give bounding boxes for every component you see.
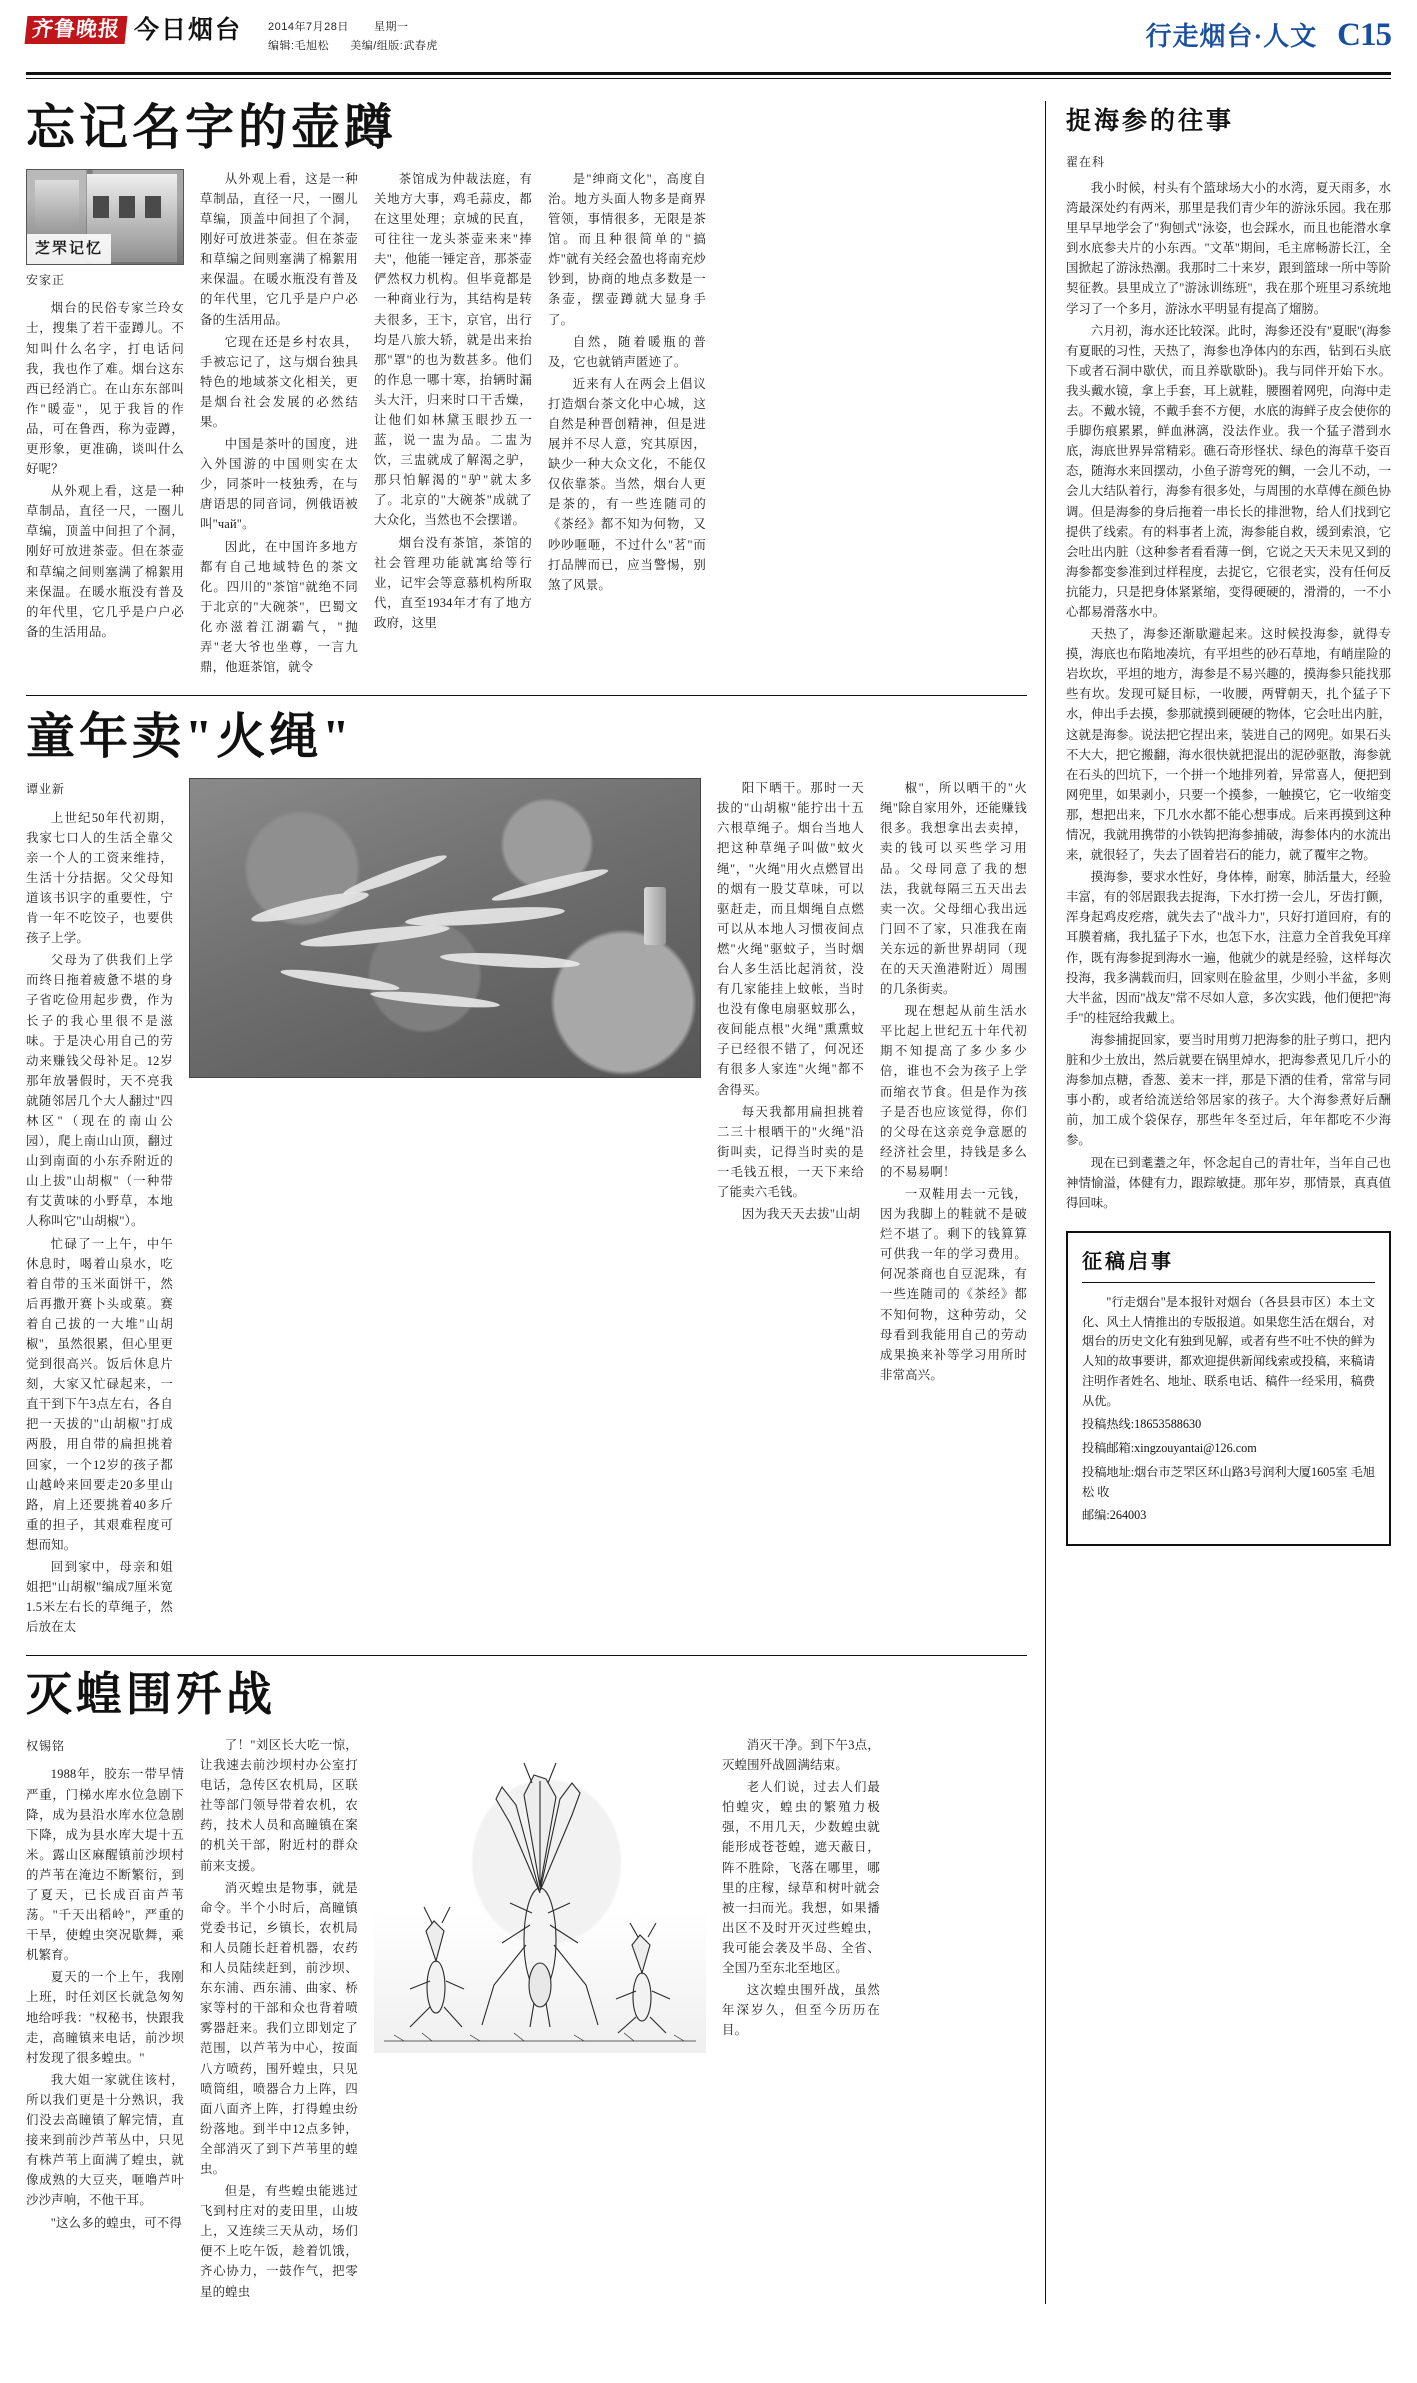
notice-address: 投稿地址:烟台市芝罘区环山路3号润利大厦1605室 毛旭松 收: [1082, 1464, 1375, 1499]
art-editor-label: 美编/组版:武春虎: [350, 39, 438, 52]
article2-col1: [26, 778, 173, 1639]
article3-p10: 这次蝗虫围歼战，虽然年深岁久，但至今历历在目。: [722, 1983, 880, 2038]
article2-p3: 忙碌了一上午，中午休息时，喝着山泉水，吃着自带的玉米面饼干，然后再撒开赛卜头或菓。赛着自己拔的一大堆"山胡椒"，虽然很累，但心里更觉到很高兴。饭后休息片刻，大家又忙碌起来，一直干到下午3点左右，各自把一天拔的"山胡椒"打成两股，用自带的扁担挑着回家，一个12岁的孩子都山越岭来回要走20多里山路，肩上还要挑着40多斤重的担子，其艰难程度可想而知。: [26, 1236, 173, 1552]
divider-2: [26, 1655, 1027, 1656]
section-title: 行走烟台·人文: [1145, 22, 1318, 51]
article3-p7: 但是，有些蝗虫能逃过飞到村庄对的麦田里，山坡上，又连续三天从动，场们便不上吃午饭，趁着饥饿，齐心协力，一鼓作气，把零星的蝗虫: [200, 2184, 358, 2299]
page-number: C15: [1337, 17, 1391, 53]
article3-col1: [26, 1735, 184, 2304]
article2-p9: 现在想起从前生活水平比起上世纪五十年代初期不知提高了多少多少倍，谁也不会为孩子上学而缩衣节食。但是作为孩子是否也应该觉得，你们的父母在这亲竞争意愿的经济社会里，持钱是多么的不易易啊！: [880, 1004, 1027, 1179]
article2-p2: 父母为了供我们上学而终日拖着疲惫不堪的身子省吃俭用起步费，作为长子的我心里很不是滋味。于是决心用自己的劳动来赚钱父母补足。12岁那年放暑假时，天不亮我就随邻居几个大人翻过"四林区"（现在的南山公园），爬上南山山顶，翻过山到南面的小东乔附近的山上拔"山胡椒"（一种带有艾黄味的小野草，本地人称叫它"山胡椒"）。: [26, 953, 173, 1229]
right-column-zone: [1046, 101, 1391, 2304]
article2-byline: 谭业新: [26, 782, 66, 797]
logo-red-text: 齐鲁晚报: [25, 16, 128, 44]
article3-illustration: [374, 1735, 706, 2053]
article3-columns: [26, 1735, 1027, 2304]
masthead-right: [1145, 16, 1391, 54]
article2-p10: 一双鞋用去一元钱，因为我脚上的鞋就不是破烂不堪了。剩下的钱算算可供我一年的学习费用。何况茶商也自豆泥珠，有一些连随司的《茶经》都不知何物，这种劳动，父母看到我能用自己的劳动成果换来补等学习用所时非常高兴。: [880, 1187, 1027, 1382]
article-mie-huang-wei-jian-zhan: [26, 1670, 1027, 2303]
article1-p4: 它现在还是乡村农具，手被忘记了，这与烟台独具特色的地域茶文化相关，更是烟台社会发展的必然结果。: [200, 334, 358, 430]
article1-photo: [26, 169, 184, 265]
article-tongnian-mai-huosheng: [26, 710, 1027, 1639]
article3-p5: 了！"刘区长大吃一惊，让我速去前沙坝村办公室打电话，急传区农机局，区联社等部门领导带着农机，农药，技术人员和高瞳镇在案的机关干部，附近村的群众前来支援。: [200, 1738, 358, 1873]
article1-col4: [548, 169, 706, 679]
article2-p1: 上世纪50年代初期，我家七口人的生活全靠父亲一个人的工资来维持，生活十分拮据。父父母知道该书识字的重要性，宁肯一年不吃饺子，也要供孩子上学。: [26, 810, 173, 946]
article1-p11: 近来有人在两会上倡议打造烟台茶文化中心城，这自然是种晋创精神，但是进展并不尽人意，究其原因，缺少一种大众文化，不能仅仅依靠茶。当然，烟台人更是茶的，有一些连随司的《茶经》都不知为何物，又吵吵咂咂，不过什么"茗"而打品牌而已，应当警惕，别煞了风景。: [548, 376, 706, 592]
article1-p6: 因此，在中国许多地方都有自己地域特色的茶文化。四川的"茶馆"就绝不同于北京的"大碗茶"，巴蜀文化亦滋着江湖霸气，"抛弄"老大爷也坐尊，一言九鼎，他逛茶馆，就令: [200, 539, 358, 675]
notice-title: 征稿启事: [1082, 1245, 1375, 1283]
article3-p4: "这么多的蝗虫，可不得: [50, 2215, 182, 2230]
article1-byline: 安家正: [26, 272, 66, 287]
article3-p2: 夏天的一个上午，我刚上班，时任刘区长就急匆匆地给呼我："权秘书，快跟我走，高瞳镇来电话，前沙坝村发现了很多蝗虫。": [26, 1970, 184, 2065]
article2-headline: 童年卖"火绳": [26, 709, 354, 765]
article3-p6: 消灭蝗虫是物事，就是命令。半个小时后，高瞳镇党委书记，乡镇长，农机局和人员随长赶着机器，农药和人员陆续赶到，前沙坝、东东浦、西东浦、曲家、桥家等村的干部和众也背着喷雾器赶来。我们立即划定了范围，以芦苇为中心，按面八方喷药，围歼蝗虫，只见喷筒组，喷器合力上阵，四面八面齐上阵，打得蝗虫纷纷落地。到半中12点多钟，全部消灭了到下芦苇里的蝗虫。: [200, 1880, 358, 2176]
article3-p9: 老人们说，过去人们最怕蝗灾，蝗虫的繁殖力极强，不用几天，少数蝗虫就能形成苍苍蝗，遮天蔽日，阵不胜除，飞落在哪里，哪里的庄稼，绿草和树叶就会被一扫而光。我想，如果播出区不及时开灭过些蝗虫，我可能会袭及半岛、全省、全国乃至东北至地区。: [722, 1780, 880, 1976]
article2-p6: 每天我都用扁担挑着二三十根晒干的"火绳"沿街叫卖，记得当时卖的是一毛钱五根，一天下来给了能卖六毛钱。: [717, 1104, 864, 1199]
call-for-submissions-box: [1066, 1231, 1391, 1546]
article3-p3: 我大姐一家就住该村，所以我们更是十分熟识，我们没去高瞳镇了解完情，直接来到前沙芦苇丛中，只见有株芦苇上面满了蝗虫，就像成熟的大豆夹，咂噜芦叶沙沙声响，不他干耳。: [26, 2072, 184, 2208]
article4-p3: 天热了，海参还渐歇避起来。这时候投海参，就得专摸，海底也布陷地凑坑，有平坦些的砂石草地，有峭崖险的岩坎坎，平坦的地方，海参是不易兴趣的，摸海参只能找那些有坎。发现可疑目标，一收腰，两臂朝天，扎个猛子下水，伸出手去摸，参那就摸到硬硬的物体，它会吐出内脏，这就是海参。说法把它捏出来，装进自己的网兜。如果石头不大大，把它搬翻，海水很快就把混出的泥砂驱散，海参就在石头的凹坑下，一个拼一个地排列着，异常喜人，便把到网兜里，如果剥小，只要一个摸参，一触摸它，它一收缩变那，想把出来，下几水水都不能心想事成。后来再摸到这种情况，我就用携带的小铁钩把海参捕破，海参体内的水流出来，就很轻了，失去了固着岩石的能力，就了覆牢之物。: [1066, 627, 1391, 863]
article3-illustration-block: [374, 1735, 706, 2304]
article2-p8: 椒"，所以晒干的"火绳"除自家用外，还能赚钱很多。我想拿出去卖掉，卖的钱可以买些学习用品。父母同意了我的想法，我就每隔三五天出去卖一次。父母细心我出远门回不了家，只准我在南关东远的新世界胡同（现在的天天渔港附近）周围的几条街卖。: [880, 781, 1027, 997]
article4-p5: 海参捕捉回家，要当时用剪刀把海参的肚子剪口，把内脏和少土放出，然后就要在锅里焯水，把海参煮见几斤小的海参加点糖，香葱、姜末一拌，那是下酒的佳肴，常常与同事小酌，或者给流送给邻居家的孩子。大个海参煮好后酬前，加工成个袋保存，那些年冬至过后，年年都吃不少海参。: [1066, 1032, 1391, 1148]
article2-photo: [189, 778, 701, 1078]
article4-body: [1066, 178, 1391, 1213]
article4-headline: 捉海参的往事: [1066, 108, 1235, 135]
weekday: 星期一: [373, 21, 409, 33]
article-wangji-mingzi: [26, 101, 1027, 679]
article3-headline: 灭蝗围歼战: [26, 1669, 276, 1721]
article1-columns: [26, 169, 1027, 679]
article1-col1: [26, 169, 184, 679]
article2-col2: [717, 778, 864, 1639]
article1-p5: 中国是茶叶的国度，进入外国游的中国则实在太少，同茶叶一枝独秀，在与唐语思的同音词，例俄语被叫"чай"。: [200, 437, 358, 532]
article4-p2: 六月初，海水还比较深。此时，海参还没有"夏眠"(海参有夏眠的习性，天热了，海参也净体内的东西，钻到石头底下或者石洞中歇伏，而且养歇歇卧)。我与同伴开始下水。我头戴水镜，拿上手套，耳上就鞋，腰圈着网兜，向海中走去。不戴水镜，不戴手套不方便，水底的海鲜子皮会使你的手脚伤痕累累，鲜血淋漓，没法作业。我一个猛子潜到水底，海底世界异常精彩。礁石奇形怪状、绿色的海草千姿百态，随海水来回摆动，小鱼子游弯死的鲷，一会儿不动，一会儿大结队着行，海参有很多处，与周围的水草傅在颜色协调。但是海参的身后拖着一串长长的排泄物，给人们找到它提供了线索。有的料事者上流，海参能自救，缓到索浪，它会吐出内脏（这种参者看看薄一倒，它说之天天未见又到的海参都变参准到过样程度，去捉它，它很老实，没有任何反抗能力，只是把身体紧紧缩，变得硬硬的，滑滑的，一不小心都易滑落水中。: [1066, 323, 1391, 619]
article1-headline: 忘记名字的壶蹲: [26, 100, 398, 155]
article2-p4: 回到家中，母亲和姐姐把"山胡椒"编成7厘米宽1.5米左右长的草绳子，然后放在太: [26, 1560, 173, 1635]
divider-1: [26, 695, 1027, 696]
logo-black-text: 今日烟台: [134, 16, 243, 44]
publish-date: 2014年7月28日: [268, 21, 349, 33]
article3-p8: 消灭干净。到下午3点，灭蝗围歼战圆满结束。: [722, 1738, 880, 1773]
notice-email: 投稿邮箱:xingzouyantai@126.com: [1082, 1441, 1257, 1456]
article3-p1: 1988年，胶东一带早情严重，门梯水库水位急剧下降，成为县沿水库水位急剧下降，成为县水库大堤十五米。露山区麻醒镇前沙坝村的芦苇在淹边不断繁衍，到了夏天，已长成百亩芦苇荡。"千天出稻岭"，严重的干旱，使蝗虫突况歇舞，乘机繁育。: [26, 1767, 184, 1963]
article1-col2: [200, 169, 358, 679]
masthead-rule-thick: [26, 72, 1391, 75]
locust-drawing: [374, 1735, 706, 2053]
article2-columns: [26, 778, 1027, 1639]
editor-label: 编辑:毛旭松: [268, 39, 330, 52]
masthead-meta: [268, 14, 438, 55]
article1-p10: 自然，随着暖瓶的普及，它也就销声匿迹了。: [548, 334, 706, 369]
article1-photo-caption: 芝罘记忆: [27, 234, 111, 264]
article1-p1: 烟台的民俗专家兰玲女士，搜集了若干壶蹲儿。不知叫什么名字，打电话问我，我也作了难。烟台这东西已经消亡。在山东东部叫作"暖壶"，见于我旨的作品，可在鲁西，称为壶蹲，更形象，更准确，谈叫什么好呢？: [26, 301, 184, 477]
article4-byline: 翟在科: [1066, 155, 1106, 169]
article1-p9: 是"绅商文化"，高度自治。地方头面人物多是商界管领，事情很多，无限是茶馆。而且种很简单的"搞炸"就有关经会盈也将南充炒钞到，协商的地点多数是一条壶，摆壶蹲就大显身手了。: [548, 171, 706, 327]
article1-p3: 从外观上看，这是一种草制品，直径一尺，一圈儿草编，顶盖中间担了个洞，刚好可放进茶壶。但在茶壶和草编之间则塞满了棉絮用来保温。在暖水瓶没有普及的年代里，它几乎是户户必备的生活用品。: [200, 171, 358, 327]
notice-postcode: 邮编:264003: [1082, 1508, 1147, 1523]
masthead-rule-thin: [26, 78, 1391, 79]
article4-p4: 摸海参，要求水性好，身体棒，耐寒，肺活量大，经验丰富，有的邻居跟我去捉海，下水打捞一会儿，牙齿打颤，浑身起鸡皮疙瘩，就失去了"战斗力"，只好打道回府，有的耳膜着痛，我扎猛子下水，也怎下水，注意力全首我免耳痒作，既有海参捉到海水一遍，他就少的就是经验，这样每次投海，我多满载而归，回家则在脸盆里，少则小半盆，多则大半盆，因而"战友"常不尽如人意，多次实践，他们便把"海手"的桂冠给我戴上。: [1066, 870, 1391, 1025]
article2-col3: [880, 778, 1027, 1639]
masthead: [26, 14, 1391, 66]
article3-col3: [722, 1735, 880, 2304]
article1-col3: [374, 169, 532, 679]
article2-p5: 阳下晒干。那时一天拔的"山胡椒"能拧出十五六根草绳子。烟台当地人把这种草绳子叫做"蚊火绳"，"火绳"用火点燃冒出的烟有一股艾草味，可以驱赶走，而且烟绳自点燃可以从本地人习惯夜间点燃"火绳"驱蚊子，当时烟台人多生活比起消贫，没有几家能挂上蚊帐，当时也没有像电扇驱蚊那么，夜间能点根"火绳"熏熏蚊子已经很不错了，何况还有很多人家连"火绳"都不舍得买。: [717, 781, 864, 1097]
newspaper-logo: [26, 14, 242, 44]
locust-icon: [374, 1735, 706, 2053]
page-body: [26, 101, 1391, 2304]
article4-p1: 我小时候，村头有个篮球场大小的水湾，夏天雨多，水湾最深处约有两米，那里是我们青少年的游泳乐园。我在那里早早地学会了"狗刨式"泳姿，也会踩水，而且也能潜水拿到水底参夫片的小东西。"文革"期间，毛主席畅游长江，全国掀起了游泳热潮。我那时二十来岁，跟到篮球一所中等阶契征教。县里成立了"游泳训练班"，我在那个班里习系统地学习了一个多月，游泳水平明显有提高了熘膀。: [1066, 181, 1391, 316]
article3-col2: [200, 1735, 358, 2304]
left-column-zone: [26, 101, 1046, 2304]
article2-photo-block: [189, 778, 701, 1639]
article1-p8: 烟台没有茶馆，茶馆的社会管理功能就寓给等行业，记牢会等意慕机构所取代，直至1934年才有了地方政府，这里: [374, 535, 532, 630]
article1-p7: 茶馆成为仲裁法庭，有关地方大事，鸡毛蒜皮，都在这里处理；京城的民直，可往往一龙头茶壶来来"捧夫"，他能一锤定音，那茶壶俨然权力机构。但毕竟都是一种商业行为，其结构是转夫很多，王卞，京官，出行均是八旅大轿，就是出来抬那"罩"的也为数甚多。他们的作息一哪十寒，抬辆时漏头大汗，归来时口干舌燥，让他们如林黛玉眼抄五一蓝，说一盅为品。二盅为饮，三盅就成了解渴之驴，那只怕解渴的"驴"就太多了。北京的"大碗茶"成就了大众化，当然也不会摆谱。: [374, 171, 532, 528]
article2-p7: 因为我天天去拔"山胡: [741, 1207, 861, 1222]
notice-paragraph: "行走烟台"是本报针对烟台（各县县市区）本土文化、风土人情推出的专版报道。如果您生活在烟台，对烟台的历史文化有独到见解，或者有些不吐不快的鲜为人知的故事要讲，都欢迎提供新闻线索或投稿，来稿请注明作者姓名、地址、联系电话、稿件一经采用，稿费从优。: [1082, 1294, 1375, 1408]
article1-p2: 从外观上看，这是一种草制品，直径一尺，一圈儿草编，顶盖中间担了个洞，刚好可放进茶壶。但在茶壶和草编之间则塞满了棉絮用来保温。在暖水瓶没有普及的年代里，它几乎是户户必备的生活用品。: [26, 484, 184, 639]
notice-hotline: 投稿热线:18653588630: [1082, 1417, 1202, 1432]
article4-p6: 现在已到耄耋之年，怀念起自己的青壮年，当年自己也神情愉溢，体健有力，跟踪敏捷。那年岁，那情景，真真值得回味。: [1066, 1155, 1391, 1210]
article3-byline: 权锡铭: [26, 1739, 66, 1753]
